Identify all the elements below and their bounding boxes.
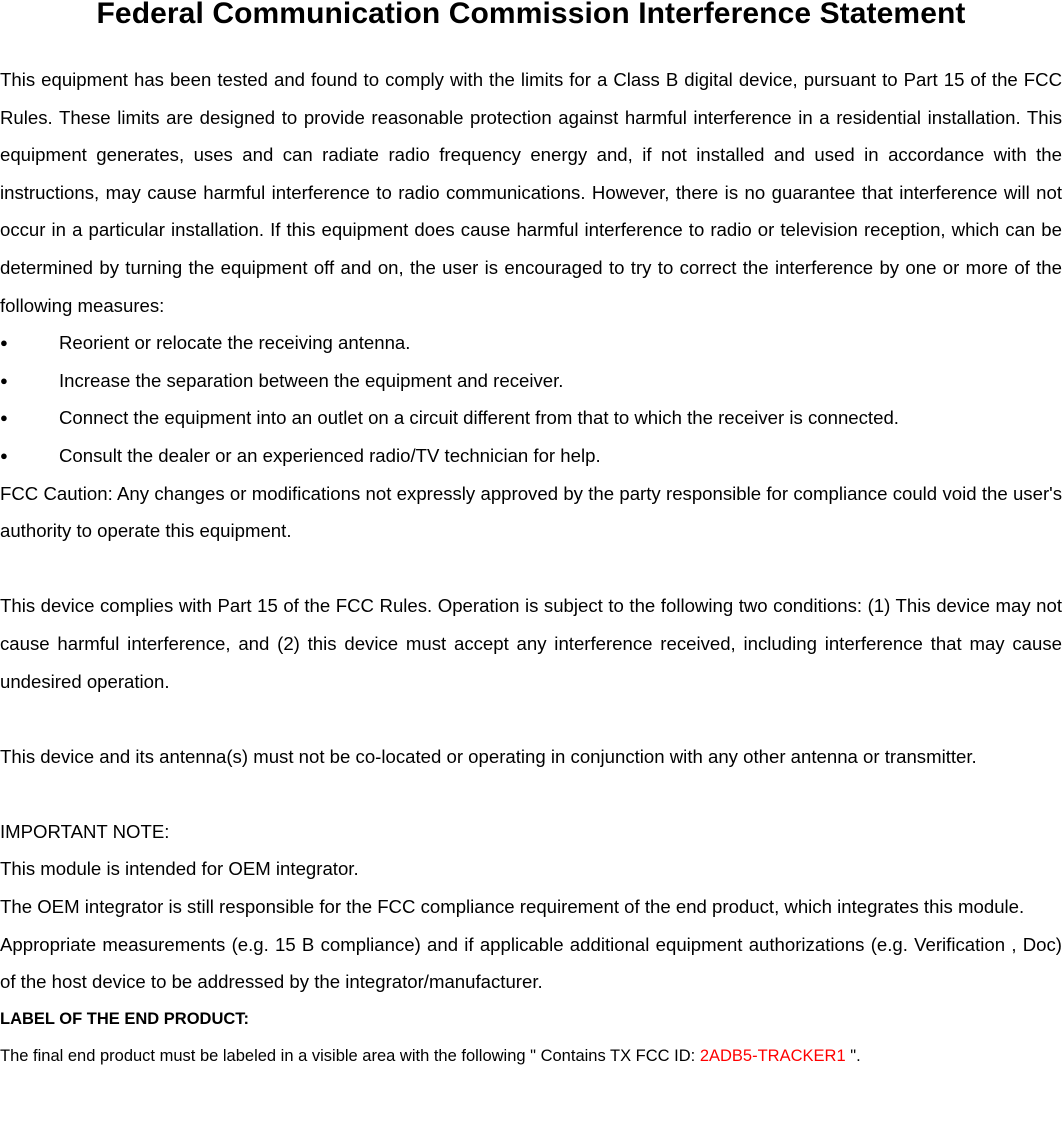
label-text-after-id: ". bbox=[845, 1047, 861, 1066]
list-item bbox=[0, 437, 1062, 475]
list-item bbox=[0, 399, 1062, 437]
oem-responsibility-text: The OEM integrator is still responsible for the FCC compliance requirement of the end product, which integrates this module. bbox=[0, 896, 1025, 918]
measure-text: Increase the separation between the equipment and receiver. bbox=[59, 369, 564, 391]
fcc-id-value: 2ADB5-TRACKER1 bbox=[699, 1047, 846, 1066]
measure-text: Consult the dealer or an experienced radio/TV technician for help. bbox=[59, 444, 601, 466]
part15-statement: This device complies with Part 15 of the FCC Rules. Operation is subject to the following two conditions: (1) This device may not cause harmful interference, and (2) this device must accept any interference received, including interference that may cause undesired operation. bbox=[0, 595, 1062, 692]
important-note-heading: IMPORTANT NOTE: bbox=[0, 820, 170, 842]
measure-text: Connect the equipment into an outlet on a circuit different from that to which the receiver is connected. bbox=[59, 407, 899, 429]
list-item bbox=[0, 362, 1062, 400]
measure-text: Reorient or relocate the receiving antenna. bbox=[59, 332, 411, 354]
intro-paragraph: This equipment has been tested and found to comply with the limits for a Class B digital device, pursuant to Part 15 of the FCC Rules. These limits are designed to provide reasonable protection against harmful interference in a residential installation. This equipment generates, uses and can radiate radio frequency energy and, if not installed and used in accordance with the instructions, may cause harmful interference to radio communications. However, there is no guarantee that interference will not occur in a particular installation. If this equipment does cause harmful interference to radio or television reception, which can be determined by turning the equipment off and on, the user is encouraged to try to correct the interference by one or more of the following measures: bbox=[0, 69, 1062, 316]
bullet-icon: ● bbox=[0, 335, 8, 351]
fcc-caution: FCC Caution: Any changes or modifications not expressly approved by the party responsible for compliance could void the user's authority to operate this equipment. bbox=[0, 482, 1062, 542]
document-body bbox=[0, 61, 1062, 1076]
page-title: Federal Communication Commission Interference Statement bbox=[96, 0, 966, 30]
label-text-before-id: The final end product must be labeled in a visible area with the following " Contains TX FCC ID: bbox=[0, 1047, 700, 1066]
bullet-icon: ● bbox=[0, 447, 8, 463]
bullet-icon: ● bbox=[0, 410, 8, 426]
spacer bbox=[0, 775, 1062, 813]
label-section-heading: LABEL OF THE END PRODUCT: bbox=[0, 1009, 250, 1028]
spacer bbox=[0, 700, 1062, 738]
list-item bbox=[0, 324, 1062, 362]
oem-intended-text: This module is intended for OEM integrator. bbox=[0, 858, 359, 880]
measures-list bbox=[0, 324, 1062, 474]
bullet-icon: ● bbox=[0, 372, 8, 388]
label-requirement-text bbox=[0, 1038, 1062, 1076]
spacer bbox=[0, 550, 1062, 588]
colocation-statement: This device and its antenna(s) must not be co-located or operating in conjunction with any other antenna or transmitter. bbox=[0, 745, 977, 767]
measurements-text: Appropriate measurements (e.g. 15 B compliance) and if applicable additional equipment authorizations (e.g. Verification , Doc) of the host device to be addressed by the integrator/manufacturer. bbox=[0, 933, 1062, 993]
